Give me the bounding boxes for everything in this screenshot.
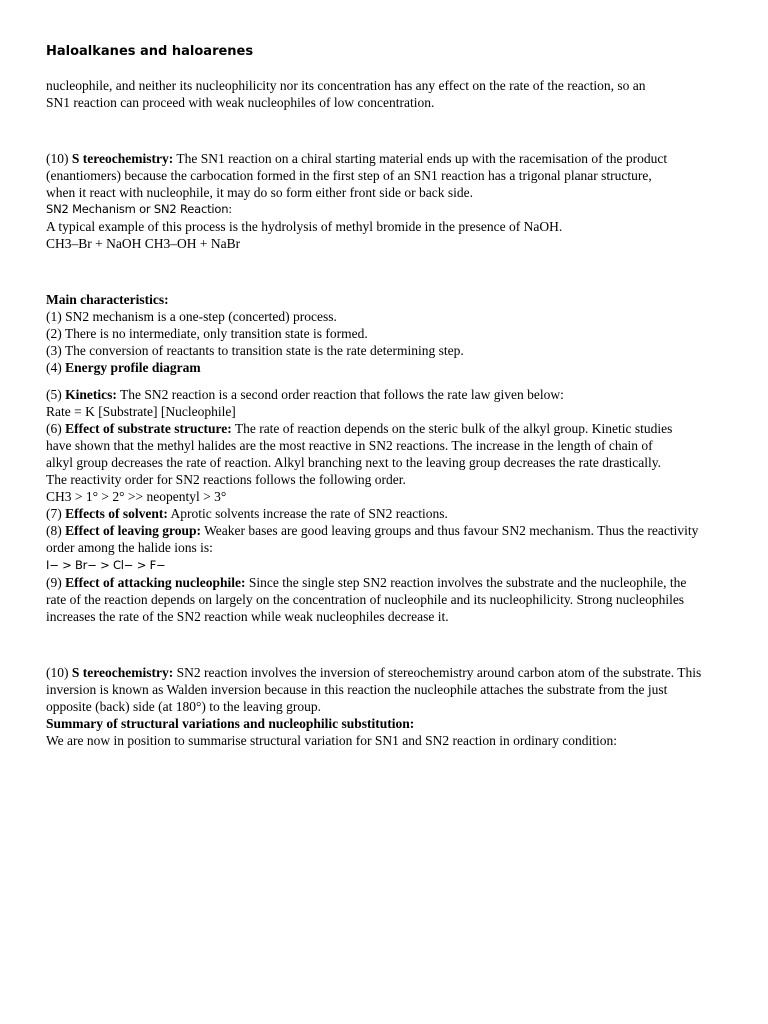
main-characteristics: Main characteristics: (1) SN2 mechanism is a one-step (concerted) process. (2) There is no intermediate, only transition state is formed. (3) The conversion of reactants to transition state is the rate determining step. (4) Energy profile diagram	[46, 292, 464, 375]
document-page	[46, 40, 722, 749]
paragraph-kinetics-to-nucleophile: (5) Kinetics: The SN2 reaction is a second order reaction that follows the rate law given below: Rate = K [Substrate] [Nucleophile] (6) Effect of substrate structure: The rate of reaction depends on the steric bulk of the alkyl group. Kinetic studies have shown that the methyl halides are the most reactive in SN2 reactions. The increase in the length of chain of alkyl group decreases the rate of reaction. Alkyl branching next to the leaving group decreases the rate drastically. The reactivity order for SN2 reactions follows the following order. CH3 > 1° > 2° >> neopentyl > 3° (7) Effects of solvent: Aprotic solvents increase the rate of SN2 reactions. (8) Effect of leaving group: Weaker bases are good leaving groups and thus favour SN2 mechanism. Thus the reactivity order among the halide ions is: I− > Br− > Cl− > F− (9) Effect of attacking nucleophile: Since the single step SN2 reaction involves the substrate and the nucleophile, the rate of the reaction depends on largely on the concentration of nucleophile and its nucleophilicity. Strong nucleophiles increases the rate of the SN2 reaction while weak nucleophiles decrease it.	[46, 387, 699, 624]
summary-title: Summary of structural variations and nucleophilic substitution:	[46, 716, 415, 731]
reaction-equation: CH3–Br + NaOH CH3–OH + NaBr	[46, 236, 241, 251]
reactivity-order: CH3 > 1° > 2° >> neopentyl > 3°	[46, 489, 227, 504]
paragraph-sn2-stereochemistry: (10) S tereochemistry: SN2 reaction involves the inversion of stereochemistry around carbon atom of the substrate. This inversion is known as Walden inversion because in this reaction the nucleophile attaches the substrate from the just opposite (back) side (at 180°) to the leaving group. Summary of structural variations and nucleophilic substitution: We are now in position to summarise structural variation for SN1 and SN2 reaction in ordinary condition:	[46, 665, 702, 748]
rate-law: Rate = K [Substrate] [Nucleophile]	[46, 404, 236, 419]
paragraph-sn1-stereochemistry: (10) S tereochemistry: The SN1 reaction on a chiral starting material ends up with the racemisation of the product (enantiomers) because the carbocation formed in the first step of an SN1 reaction has a trigonal planar structure, when it react with nucleophile, it may do so form either front side or back side.	[46, 151, 668, 200]
paragraph-sn1-nucleophile: nucleophile, and neither its nucleophilicity nor its concentration has any effect on the rate of the reaction, so an SN1 reaction can proceed with weak nucleophiles of low concentration.	[46, 78, 646, 110]
halide-order: I− > Br− > Cl− > F−	[46, 558, 166, 572]
paragraph-example: A typical example of this process is the hydrolysis of methyl bromide in the presence of NaOH. CH3–Br + NaOH CH3–OH + NaBr	[46, 219, 563, 251]
page-heading: Haloalkanes and haloarenes	[46, 44, 254, 59]
main-characteristics-title: Main characteristics:	[46, 292, 169, 307]
summary-text: We are now in position to summarise structural variation for SN1 and SN2 reaction in ordinary condition:	[46, 733, 618, 748]
sn2-section-title: SN2 Mechanism or SN2 Reaction:	[46, 202, 232, 216]
